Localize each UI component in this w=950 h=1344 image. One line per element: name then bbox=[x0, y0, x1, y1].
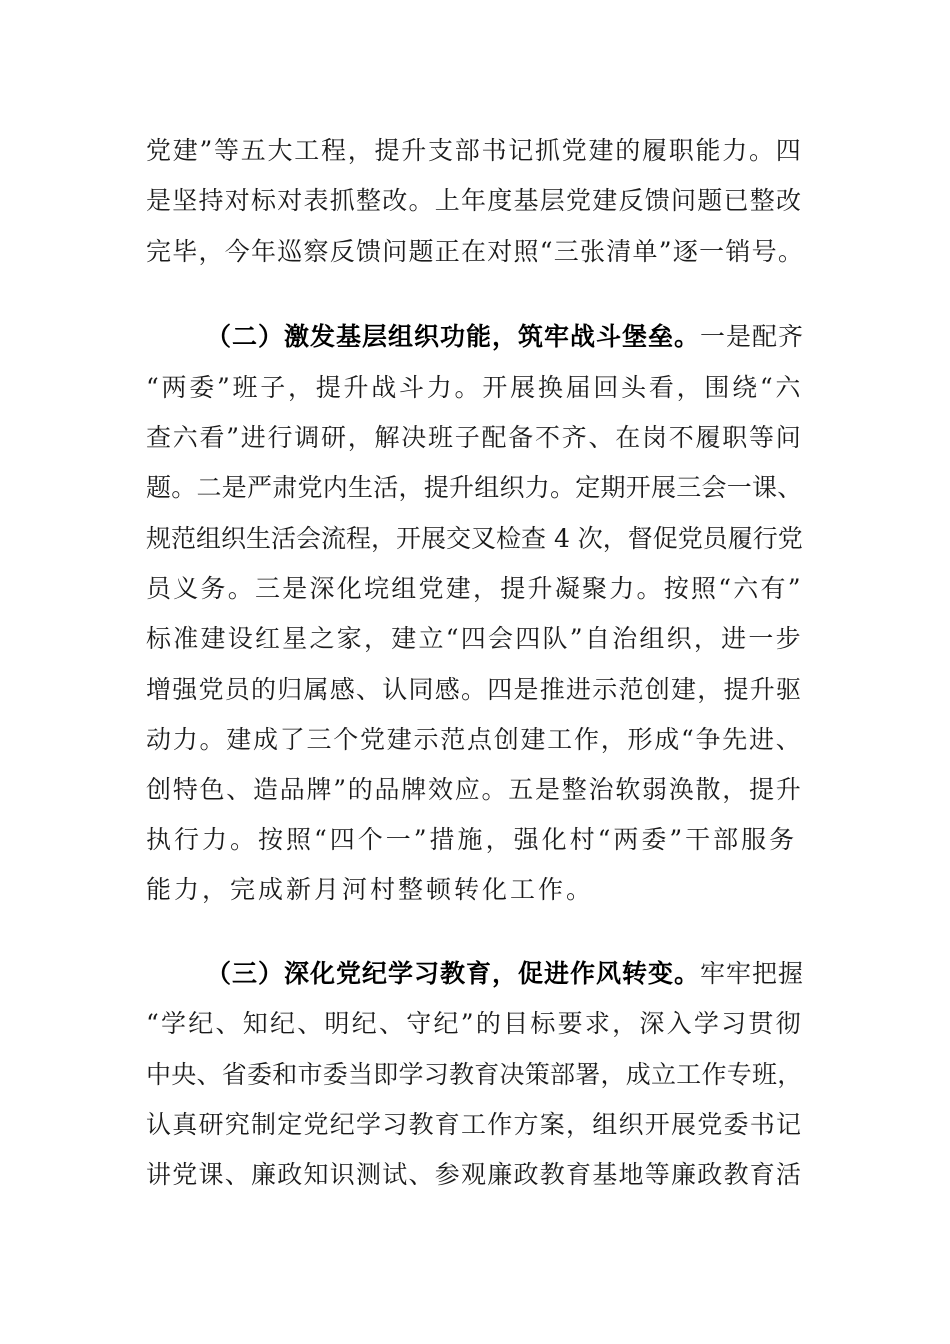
paragraph-text: 牢牢把握 bbox=[700, 959, 805, 988]
paragraph-line: 创特色、造品牌”的品牌效应。五是整治软弱涣散，提升 bbox=[146, 775, 803, 804]
paragraph-line: 能力，完成新月河村整顿转化工作。 bbox=[146, 875, 595, 904]
paragraph-line: 执行力。按照“四个一”措施，强化村“两委”干部服务 bbox=[146, 825, 798, 854]
paragraph-line: 题。二是严肃党内生活，提升组织力。定期开展三会一课、 bbox=[146, 473, 803, 502]
paragraph-line: 中央、省委和市委当即学习教育决策部署，成立工作专班， bbox=[146, 1060, 803, 1089]
section-heading: （二）激发基层组织功能，筑牢战斗堡垒。 bbox=[206, 322, 701, 351]
paragraph-line: 动力。建成了三个党建示范点创建工作，形成“争先进、 bbox=[146, 725, 803, 754]
section-heading-line bbox=[206, 957, 804, 991]
paragraph-line: 增强党员的归属感、认同感。四是推进示范创建，提升驱 bbox=[146, 675, 803, 704]
section-heading-line bbox=[206, 320, 804, 354]
paragraph-line: 标准建设红星之家，建立“四会四队”自治组织，进一步 bbox=[146, 624, 803, 653]
paragraph-line: 是坚持对标对表抓整改。上年度基层党建反馈问题已整改 bbox=[146, 186, 803, 215]
paragraph-line: 查六看”进行调研，解决班子配备不齐、在岗不履职等问 bbox=[146, 423, 803, 452]
paragraph-line: 党建”等五大工程，提升支部书记抓党建的履职能力。四 bbox=[146, 136, 803, 165]
paragraph-line: “学纪、知纪、明纪、守纪”的目标要求，深入学习贯彻 bbox=[146, 1009, 803, 1038]
paragraph-line: 员义务。三是深化垸组党建，提升凝聚力。按照“六有” bbox=[146, 574, 803, 603]
paragraph-line: “两委”班子，提升战斗力。开展换届回头看，围绕“六 bbox=[146, 373, 804, 402]
section-heading: （三）深化党纪学习教育，促进作风转变。 bbox=[206, 959, 701, 988]
paragraph-text: 一是配齐 bbox=[700, 322, 805, 351]
paragraph-line: 完毕，今年巡察反馈问题正在对照“三张清单”逐一销号。 bbox=[146, 237, 805, 266]
paragraph-line: 规范组织生活会流程，开展交叉检查 4 次，督促党员履行党 bbox=[146, 524, 803, 553]
paragraph-line: 认真研究制定党纪学习教育工作方案，组织开展党委书记 bbox=[146, 1110, 803, 1139]
paragraph-line: 讲党课、廉政知识测试、参观廉政教育基地等廉政教育活 bbox=[146, 1160, 803, 1189]
